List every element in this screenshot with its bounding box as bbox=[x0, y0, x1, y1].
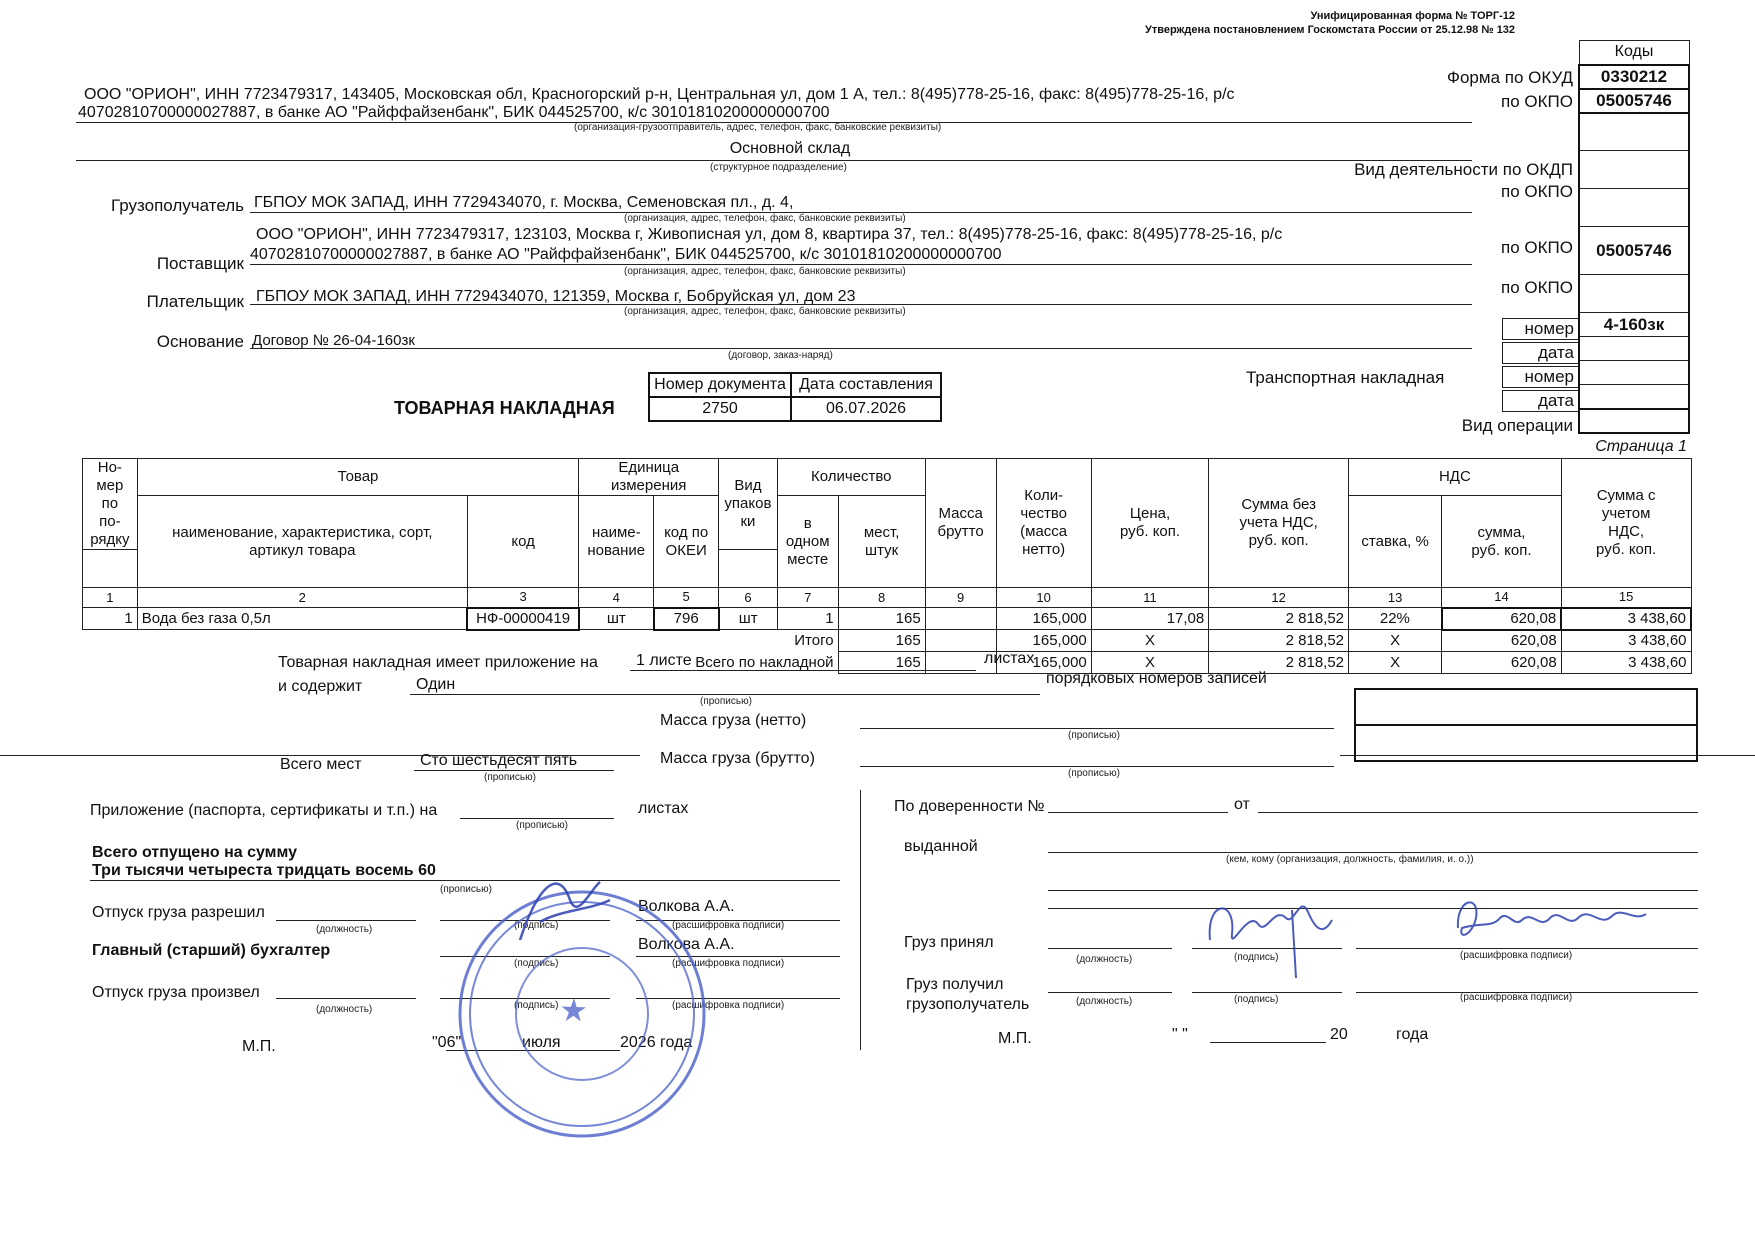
header-qty-one: в одном месте bbox=[777, 496, 838, 588]
grand-total-vat-sum: 620,08 bbox=[1442, 652, 1562, 674]
received-decode-caption: (расшифровка подписи) bbox=[1460, 992, 1573, 1003]
svg-text:★: ★ bbox=[554, 993, 592, 1028]
col-number: 13 bbox=[1349, 588, 1442, 608]
accountant-decode-caption: (расшифровка подписи) bbox=[672, 958, 785, 969]
goods-table bbox=[82, 458, 1692, 674]
row-sum-no-vat: 2 818,52 bbox=[1209, 608, 1349, 630]
consignee-label: Грузополучатель bbox=[111, 196, 244, 215]
places-label: Всего мест bbox=[280, 756, 362, 773]
grand-total-vat-rate: Х bbox=[1349, 652, 1442, 674]
header-total: Сумма с учетом НДС, руб. коп. bbox=[1561, 459, 1691, 588]
header-qty-places: мест, штук bbox=[838, 496, 925, 588]
shipper-caption: (организация-грузоотправитель, адрес, телефон, факс, банковские реквизиты) bbox=[574, 122, 942, 133]
col-number: 9 bbox=[925, 588, 996, 608]
subtotal-label: Итого bbox=[794, 632, 834, 649]
header-vat-sum: сумма, руб. коп. bbox=[1442, 496, 1562, 588]
basis-caption: (договор, заказ-наряд) bbox=[728, 350, 833, 361]
row-places: 165 bbox=[838, 608, 925, 630]
supplier-caption: (организация, адрес, телефон, факс, банковские реквизиты) bbox=[624, 266, 906, 277]
code-blank-1 bbox=[1579, 113, 1689, 151]
row-unit: шт bbox=[579, 608, 654, 630]
basis-date-label: дата bbox=[1502, 342, 1578, 364]
allowed-name: Волкова А.А. bbox=[638, 898, 735, 915]
okdp-label: Вид деятельности по ОКДП bbox=[1354, 160, 1573, 179]
shipper-line-2: 40702810700000027887, в банке АО "Райффайзенбанк", БИК 044525700, к/с 30101810200000000700 bbox=[78, 104, 830, 121]
col-number: 2 bbox=[137, 588, 467, 608]
col-number: 8 bbox=[838, 588, 925, 608]
places-value: Сто шестьдесят пять bbox=[420, 752, 578, 769]
contains-value: Один bbox=[416, 676, 456, 693]
basis-number-code: 4-160зк bbox=[1579, 313, 1689, 337]
col-number: 11 bbox=[1091, 588, 1208, 608]
received-label-2: грузополучатель bbox=[906, 996, 1030, 1013]
power-of-attorney-label: По доверенности № bbox=[894, 798, 1045, 815]
docs-sheets-label: листах bbox=[638, 800, 689, 817]
header-goods-name: наименование, характеристика, сорт, артикул товара bbox=[137, 496, 467, 588]
receipt-year-suffix: года bbox=[1396, 1026, 1429, 1043]
payer-label: Плательщик bbox=[146, 292, 244, 311]
payer-caption: (организация, адрес, телефон, факс, банковские реквизиты) bbox=[624, 306, 906, 317]
subtotal-net: 165,000 bbox=[996, 630, 1091, 652]
produced-position-caption: (должность) bbox=[316, 1004, 373, 1015]
col-number: 7 bbox=[777, 588, 838, 608]
page-number: Страница 1 bbox=[1595, 438, 1687, 455]
row-code: НФ-00000419 bbox=[467, 608, 578, 630]
operation-code bbox=[1579, 409, 1689, 433]
accepted-position-caption: (должность) bbox=[1076, 954, 1133, 965]
subtotal-price: Х bbox=[1091, 630, 1208, 652]
release-total-words: Три тысячи четыреста тридцать восемь 60 bbox=[92, 862, 436, 879]
receipt-year-prefix: 20 bbox=[1330, 1026, 1348, 1043]
subtotal-sum-no-vat: 2 818,52 bbox=[1209, 630, 1349, 652]
header-price: Цена, руб. коп. bbox=[1091, 459, 1208, 588]
consignee-okpo-label: по ОКПО bbox=[1501, 182, 1573, 201]
transport-number-code bbox=[1579, 361, 1689, 385]
receipt-mp: М.П. bbox=[998, 1030, 1032, 1047]
basis-date-code bbox=[1579, 337, 1689, 361]
appendix-label: Товарная накладная имеет приложение на bbox=[278, 654, 598, 671]
received-position-caption: (должность) bbox=[1076, 996, 1133, 1007]
issued-caption: (кем, кому (организация, должность, фамилия, и. о.)) bbox=[1226, 854, 1474, 865]
header-unit-okei: код по ОКЕИ bbox=[654, 496, 719, 588]
net-mass-box bbox=[1355, 689, 1697, 725]
accepted-label: Груз принял bbox=[904, 934, 994, 951]
gross-mass-label: Масса груза (брутто) bbox=[660, 750, 815, 767]
docs-label: Приложение (паспорта, сертификаты и т.п.) на bbox=[90, 802, 438, 819]
receipt-date-quotes: " " bbox=[1172, 1026, 1188, 1043]
grand-total-net: 165,000 bbox=[996, 652, 1091, 674]
row-total: 3 438,60 bbox=[1561, 608, 1691, 630]
col-number: 1 bbox=[83, 588, 138, 608]
okpo-code: 05005746 bbox=[1579, 89, 1689, 113]
document-number-table bbox=[648, 372, 942, 422]
department-value: Основной склад bbox=[729, 140, 851, 157]
header-vat: НДС bbox=[1349, 459, 1562, 496]
records-label: порядковых номеров записей bbox=[1046, 670, 1267, 687]
header-sum-no-vat: Сумма без учета НДС, руб. коп. bbox=[1209, 459, 1349, 588]
transport-date-code bbox=[1579, 385, 1689, 409]
col-number: 12 bbox=[1209, 588, 1349, 608]
row-net: 165,000 bbox=[996, 608, 1091, 630]
header-unit: Единица измерения bbox=[579, 459, 719, 496]
release-total-label: Всего отпущено на сумму bbox=[92, 844, 298, 861]
document-title: ТОВАРНАЯ НАКЛАДНАЯ bbox=[394, 398, 615, 418]
signature-release bbox=[500, 860, 620, 960]
col-number: 10 bbox=[996, 588, 1091, 608]
header-gross: Масса брутто bbox=[925, 459, 996, 588]
release-total-caption: (прописью) bbox=[440, 884, 492, 895]
row-name: Вода без газа 0,5л bbox=[137, 608, 467, 630]
grand-total-label: Всего по накладной bbox=[695, 653, 834, 671]
header-unit-name: наиме- нование bbox=[579, 496, 654, 588]
subtotal-vat-rate: Х bbox=[1349, 630, 1442, 652]
shipper-line-1: ООО "ОРИОН", ИНН 7723479317, 143405, Московская обл, Красногорский р-н, Центральная ул, дом 1 А, тел.: 8(495)778-25-16, факс: 8(495)778-25-16, р/с bbox=[84, 86, 1235, 103]
subtotal-vat-sum: 620,08 bbox=[1442, 630, 1562, 652]
row-vat-rate: 22% bbox=[1349, 608, 1442, 630]
allowed-signature-caption: (подпись) bbox=[514, 920, 559, 931]
supplier-line-2: 40702810700000027887, в банке АО "Райффайзенбанк", БИК 044525700, к/с 30101810200000000700 bbox=[250, 246, 1002, 263]
table-row bbox=[83, 608, 1692, 630]
mass-box bbox=[1354, 688, 1698, 762]
col-number: 15 bbox=[1561, 588, 1691, 608]
received-signature-caption: (подпись) bbox=[1234, 994, 1279, 1005]
document-number: 2750 bbox=[649, 397, 791, 421]
document-number-header: Номер документа bbox=[649, 373, 791, 397]
accountant-signature-caption: (подпись) bbox=[514, 958, 559, 969]
contains-caption: (прописью) bbox=[700, 696, 752, 707]
document-date-header: Дата составления bbox=[791, 373, 941, 397]
contains-label: и содержит bbox=[278, 678, 363, 695]
row-pack: шт bbox=[719, 608, 778, 630]
allowed-label: Отпуск груза разрешил bbox=[92, 904, 265, 921]
basis-label: Основание bbox=[156, 332, 244, 351]
grand-total-sum-no-vat: 2 818,52 bbox=[1209, 652, 1349, 674]
col-number: 14 bbox=[1442, 588, 1562, 608]
produced-signature-caption: (подпись) bbox=[514, 1000, 559, 1011]
grand-total-price: Х bbox=[1091, 652, 1208, 674]
power-of-attorney-from: от bbox=[1234, 796, 1250, 813]
col-number: 5 bbox=[654, 588, 719, 608]
issued-label: выданной bbox=[904, 838, 978, 855]
accountant-label: Главный (старший) бухгалтер bbox=[92, 942, 331, 959]
transport-date-label: дата bbox=[1502, 390, 1578, 412]
row-okei: 796 bbox=[654, 608, 719, 630]
release-mp: М.П. bbox=[242, 1038, 276, 1055]
transport-number-label: номер bbox=[1502, 366, 1578, 388]
header-qty: Количество bbox=[777, 459, 925, 496]
header-row-number: Но- мер по по- рядку bbox=[83, 459, 138, 550]
subtotal-places: 165 bbox=[838, 630, 925, 652]
row-vat-sum: 620,08 bbox=[1442, 608, 1562, 630]
appendix-sheets-value: 1 листе bbox=[636, 652, 692, 669]
gross-mass-caption: (прописью) bbox=[1068, 768, 1120, 779]
grand-total-places: 165 bbox=[838, 652, 925, 674]
produced-label: Отпуск груза произвел bbox=[92, 984, 260, 1001]
subtotal-total: 3 438,60 bbox=[1561, 630, 1691, 652]
appendix-sheets-label: листах bbox=[984, 650, 1035, 667]
consignee-value: ГБПОУ МОК ЗАПАД, ИНН 7729434070, г. Москва, Семеновская пл., д. 4, bbox=[254, 194, 794, 211]
okud-code: 0330212 bbox=[1579, 65, 1689, 89]
release-day: "06" bbox=[432, 1034, 462, 1051]
row-number: 1 bbox=[83, 608, 138, 630]
basis-number-label: номер bbox=[1502, 318, 1578, 340]
transport-label: Транспортная накладная bbox=[1246, 368, 1445, 387]
basis-value: Договор № 26-04-160зк bbox=[252, 332, 415, 349]
supplier-okpo-label: по ОКПО bbox=[1501, 238, 1573, 257]
release-year: 2026 года bbox=[620, 1034, 693, 1051]
received-label-1: Груз получил bbox=[906, 976, 1004, 993]
row-in-one: 1 bbox=[777, 608, 838, 630]
operation-label: Вид операции bbox=[1461, 416, 1573, 435]
consignee-okpo-code bbox=[1579, 189, 1689, 227]
supplier-label: Поставщик bbox=[156, 254, 244, 273]
payer-okpo-label: по ОКПО bbox=[1501, 278, 1573, 297]
payer-okpo-code bbox=[1579, 275, 1689, 313]
codes-header: Коды bbox=[1579, 41, 1689, 65]
document-date: 06.07.2026 bbox=[791, 397, 941, 421]
net-mass-label: Масса груза (нетто) bbox=[660, 712, 807, 729]
form-approval-label: Утверждена постановлением Госкомстата России от 25.12.98 № 132 bbox=[1145, 24, 1515, 36]
codes-table bbox=[1578, 40, 1690, 434]
form-type-label: Унифицированная форма № ТОРГ-12 bbox=[1310, 10, 1515, 22]
signature-decode bbox=[1450, 888, 1670, 968]
supplier-line-1: ООО "ОРИОН", ИНН 7723479317, 123103, Москва г, Живописная ул, дом 8, квартира 37, тел.: 8(495)778-25-16, факс: 8(495)778-25-16, р/с bbox=[256, 226, 1283, 243]
department-caption: (структурное подразделение) bbox=[710, 162, 847, 173]
col-number: 4 bbox=[579, 588, 654, 608]
docs-caption: (прописью) bbox=[516, 820, 568, 831]
grand-total-total: 3 438,60 bbox=[1561, 652, 1691, 674]
okud-label: Форма по ОКУД bbox=[1447, 68, 1573, 87]
okdp-code bbox=[1579, 151, 1689, 189]
header-net: Коли- чество (масса нетто) bbox=[996, 459, 1091, 588]
col-number: 3 bbox=[467, 588, 578, 608]
allowed-position-caption: (должность) bbox=[316, 924, 373, 935]
accountant-name: Волкова А.А. bbox=[638, 936, 735, 953]
okpo-label: по ОКПО bbox=[1501, 92, 1573, 111]
row-gross bbox=[925, 608, 996, 630]
accepted-decode-caption: (расшифровка подписи) bbox=[1460, 950, 1573, 961]
header-goods-code: код bbox=[467, 496, 578, 588]
net-mass-caption: (прописью) bbox=[1068, 730, 1120, 741]
places-caption: (прописью) bbox=[484, 772, 536, 783]
consignee-caption: (организация, адрес, телефон, факс, банковские реквизиты) bbox=[624, 213, 906, 224]
supplier-okpo-code: 05005746 bbox=[1579, 227, 1689, 275]
col-number: 6 bbox=[719, 588, 778, 608]
header-goods: Товар bbox=[137, 459, 579, 496]
accepted-signature-caption: (подпись) bbox=[1234, 952, 1279, 963]
row-price: 17,08 bbox=[1091, 608, 1208, 630]
produced-decode-caption: (расшифровка подписи) bbox=[672, 1000, 785, 1011]
signature-accepted bbox=[1196, 880, 1356, 990]
subtotal-row bbox=[83, 630, 1692, 652]
allowed-decode-caption: (расшифровка подписи) bbox=[672, 920, 785, 931]
header-vat-rate: ставка, % bbox=[1349, 496, 1442, 588]
header-pack: Вид упаков ки bbox=[719, 459, 778, 550]
release-month: июля bbox=[522, 1034, 561, 1051]
payer-value: ГБПОУ МОК ЗАПАД, ИНН 7729434070, 121359, Москва г, Бобруйская ул, дом 23 bbox=[256, 288, 856, 305]
